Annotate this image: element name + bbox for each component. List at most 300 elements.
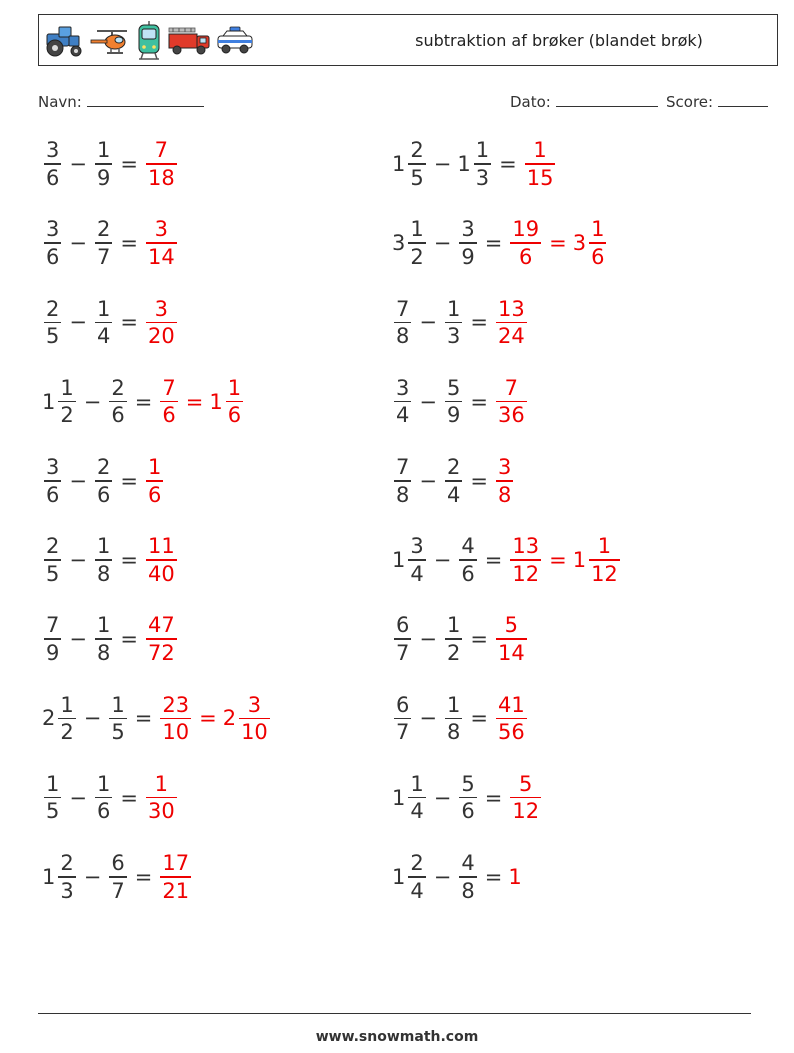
subtrahend-denominator: 4 [446,482,461,507]
equals-sign: = [120,627,138,652]
subtrahend-fraction [459,533,476,587]
minuend-denominator: 2 [60,403,74,428]
subtrahend-denominator: 2 [446,640,461,665]
answer-denominator: 15 [526,165,554,190]
answer-fraction [525,137,556,191]
problem-item [42,210,179,276]
subtrahend-fraction [95,296,112,350]
name-blank [87,92,204,107]
minuend-denominator: 6 [46,165,60,190]
minuend-numerator: 1 [60,692,74,717]
answer [144,771,179,825]
subtrahend-fraction [474,137,491,191]
answer-denominator: 72 [147,640,175,665]
minuend-whole: 1 [392,152,406,176]
problem-item [392,369,529,435]
answer [494,454,515,508]
subtrahend-numerator: 4 [461,851,475,876]
subtrahend-denominator: 6 [111,403,125,428]
subtrahend-denominator: 8 [446,720,461,745]
minuend-fraction [44,137,61,191]
minus-sign: − [69,152,87,176]
answer-denominator: 30 [147,799,175,824]
answer-denominator: 14 [147,244,175,269]
answer-mixed-numerator: 1 [591,217,605,242]
minus-sign: − [69,548,87,572]
subtrahend-fraction [445,296,462,350]
minuend-denominator: 7 [396,640,410,665]
answer-whole: 1 [508,864,522,889]
minuend-denominator: 8 [396,482,410,507]
minuend-whole: 1 [392,785,406,810]
answer [494,375,529,429]
answer-numerator: 17 [162,851,190,876]
answer-mixed-fraction [589,216,606,270]
problem-item [42,369,245,435]
subtrahend-numerator: 1 [111,692,125,717]
answer [144,216,179,270]
subtrahend-numerator: 5 [446,375,461,400]
subtrahend-numerator: 1 [446,296,461,321]
date-label: Dato: [510,93,551,111]
answer-mixed-denominator: 6 [227,403,242,428]
minus-sign: − [69,468,87,493]
subtrahend-whole: 1 [457,152,471,176]
footer-divider [38,1013,751,1014]
answer-equals-sign: = [199,706,217,731]
minuend-whole: 1 [42,389,56,414]
minuend-denominator: 5 [46,561,60,586]
subtrahend-numerator: 2 [96,455,111,480]
minuend-fraction [394,375,411,429]
answer-mixed-denominator: 6 [591,244,605,269]
problem-item [392,765,543,831]
answer-fraction [146,137,177,191]
answer-fraction [496,375,527,429]
minuend-fraction [44,771,61,825]
problem-item [42,527,179,593]
minuend-numerator: 7 [46,613,60,638]
answer-mixed-whole: 1 [572,548,587,572]
answer-equals-sign: = [549,548,567,572]
subtrahend-numerator: 1 [96,534,111,559]
minuend-fraction [58,692,75,746]
minuend-fraction [44,216,61,270]
minuend-denominator: 5 [46,324,60,349]
minuend-denominator: 4 [410,878,424,903]
problem-item [392,844,523,910]
equals-sign: = [470,389,488,414]
subtrahend-numerator: 1 [96,296,111,321]
subtrahend-denominator: 8 [96,561,111,586]
equals-sign: = [120,152,138,176]
minuend-numerator: 2 [410,138,424,163]
answer-mixed-whole: 2 [222,706,237,731]
answer [144,137,179,191]
minuend-denominator: 4 [396,403,410,428]
minuend-whole: 1 [392,548,406,572]
minus-sign: − [83,706,102,731]
minus-sign: − [419,627,437,652]
subtrahend-fraction [95,612,112,666]
subtrahend-fraction [109,375,126,429]
minuend-numerator: 1 [410,771,424,796]
answer-numerator: 7 [504,375,519,400]
answer-denominator: 36 [497,403,525,428]
minuend-numerator: 3 [46,138,60,163]
answer-equals-sign: = [549,231,567,256]
answer-fraction [146,216,177,270]
answer [144,533,179,587]
subtrahend-fraction [445,454,462,508]
subtrahend-fraction [95,454,112,508]
answer-numerator: 13 [497,296,525,321]
answer-denominator: 10 [162,720,190,745]
minus-sign: − [419,706,437,731]
problem-item [42,844,193,910]
minuend-whole: 1 [392,864,406,889]
problem-item [392,210,608,276]
worksheet-title: subtraktion af brøker (blandet brøk) [415,31,703,50]
answer-numerator: 7 [154,138,169,163]
answer-fraction [160,692,191,746]
answer-fraction [160,375,177,429]
subtrahend-denominator: 9 [96,165,111,190]
answer [158,850,193,904]
subtrahend-fraction [95,533,112,587]
answer [508,533,621,587]
answer-fraction [160,850,191,904]
subtrahend-numerator: 1 [475,138,490,163]
subtrahend-denominator: 6 [461,561,475,586]
minus-sign: − [69,231,87,256]
minuend-numerator: 6 [396,613,410,638]
answer [144,296,179,350]
equals-sign: = [134,389,153,414]
minuend-denominator: 5 [410,165,424,190]
name-field [38,92,204,111]
minuend-whole: 2 [42,706,56,731]
answer-numerator: 23 [162,692,190,717]
subtrahend-denominator: 5 [111,720,125,745]
equals-sign: = [120,468,138,493]
equals-sign: = [120,231,138,256]
answer-fraction [146,296,177,350]
answer-numerator: 47 [147,613,175,638]
answer-fraction [510,771,541,825]
answer-denominator: 6 [162,403,176,428]
answer-denominator: 56 [497,720,525,745]
subtrahend-fraction [109,850,126,904]
equals-sign: = [120,785,138,810]
answer-mixed-numerator: 3 [247,692,262,717]
answer-numerator: 11 [147,534,175,559]
equals-sign: = [470,468,488,493]
minuend-numerator: 2 [46,534,60,559]
answer-denominator: 18 [147,165,175,190]
equals-sign: = [484,785,503,810]
answer-denominator: 20 [147,324,175,349]
answer-mixed-fraction [589,533,620,587]
minuend-denominator: 7 [396,720,410,745]
subtrahend-numerator: 2 [446,455,461,480]
minuend-fraction [394,296,411,350]
equals-sign: = [470,627,488,652]
minuend-numerator: 1 [46,771,60,796]
header-icons [45,21,255,61]
problem-item [392,606,529,672]
subtrahend-denominator: 6 [96,799,111,824]
minuend-denominator: 9 [46,640,60,665]
answer-denominator: 24 [497,324,525,349]
subtrahend-numerator: 2 [111,375,125,400]
minuend-denominator: 4 [410,561,424,586]
answer-mixed-fraction [226,375,243,429]
answer-fraction [510,533,541,587]
minuend-numerator: 2 [46,296,60,321]
answer [508,865,522,889]
police-car-icon [215,24,255,58]
minus-sign: − [69,785,87,810]
footer-url: www.snowmath.com [315,1029,479,1045]
minus-sign: − [69,310,87,335]
subtrahend-numerator: 1 [96,771,111,796]
problem-item [392,131,557,197]
date-blank [556,92,658,107]
minus-sign: − [83,864,102,889]
answer-numerator: 7 [162,375,176,400]
worksheet-header [38,14,778,66]
score-label: Score: [666,93,714,111]
subtrahend-numerator: 5 [461,771,475,796]
answer [144,612,179,666]
answer-denominator: 8 [497,482,512,507]
answer-fraction [146,771,177,825]
minuend-denominator: 5 [46,799,60,824]
equals-sign: = [470,310,488,335]
subtrahend-numerator: 6 [111,851,125,876]
minuend-denominator: 2 [60,720,74,745]
minuend-fraction [58,850,75,904]
answer-numerator: 3 [154,296,169,321]
answer-denominator: 14 [497,640,525,665]
subtrahend-denominator: 3 [475,165,490,190]
minuend-fraction [408,850,425,904]
answer-mixed-denominator: 10 [241,720,268,745]
equals-sign: = [484,548,503,572]
answer-numerator: 1 [147,455,162,480]
answer [144,454,165,508]
answer-mixed-whole: 1 [209,389,223,414]
equals-sign: = [120,310,138,335]
subtrahend-fraction [95,216,112,270]
minus-sign: − [433,548,452,572]
answer [494,612,529,666]
minuend-numerator: 1 [60,375,74,400]
minuend-fraction [408,771,425,825]
subtrahend-denominator: 7 [111,878,125,903]
helicopter-icon [89,24,131,58]
answer [494,692,529,746]
equals-sign: = [134,706,153,731]
score-field [666,92,768,111]
minuend-numerator: 3 [46,455,60,480]
minuend-numerator: 3 [46,217,60,242]
minuend-fraction [58,375,75,429]
subtrahend-denominator: 6 [461,799,475,824]
answer [494,296,529,350]
minuend-fraction [408,216,425,270]
answer-fraction [146,612,177,666]
answer-numerator: 41 [497,692,525,717]
minus-sign: − [433,785,452,810]
problem-item [42,131,179,197]
subtrahend-fraction [95,771,112,825]
problem-item [42,289,179,355]
minuend-whole: 1 [42,864,56,889]
minus-sign: − [419,310,437,335]
answer-equals-sign: = [185,389,204,414]
minuend-numerator: 7 [396,455,410,480]
minus-sign: − [433,152,452,176]
minus-sign: − [433,864,452,889]
answer-fraction [496,454,513,508]
minuend-numerator: 2 [410,851,424,876]
equals-sign: = [120,548,138,572]
minuend-denominator: 6 [46,244,60,269]
equals-sign: = [499,152,517,176]
minuend-numerator: 2 [60,851,74,876]
fire-truck-icon [167,24,211,58]
minuend-fraction [394,454,411,508]
name-label: Navn: [38,93,82,111]
subtrahend-numerator: 4 [461,534,475,559]
equals-sign: = [470,706,488,731]
subtrahend-numerator: 3 [461,217,475,242]
minuend-denominator: 2 [410,244,424,269]
answer-mixed-whole: 3 [572,231,587,256]
problem-item [42,448,165,514]
subtrahend-denominator: 6 [96,482,111,507]
subtrahend-denominator: 7 [96,244,111,269]
answer-numerator: 1 [533,138,547,163]
answer-fraction [496,296,527,350]
answer-numerator: 3 [497,455,512,480]
answer [508,216,608,270]
answer-numerator: 5 [519,771,533,796]
answer-numerator: 13 [512,534,540,559]
subtrahend-denominator: 4 [96,324,111,349]
answer-fraction [146,454,163,508]
problem-item [392,527,622,593]
subtrahend-fraction [459,850,476,904]
minus-sign: − [433,231,452,256]
subtrahend-denominator: 9 [461,244,475,269]
date-field [510,92,658,111]
answer-denominator: 12 [512,799,540,824]
answer-fraction [496,612,527,666]
answer-numerator: 3 [154,217,169,242]
minus-sign: − [419,389,437,414]
subtrahend-fraction [459,216,476,270]
subtrahend-fraction [109,692,126,746]
minuend-fraction [44,612,61,666]
answer [158,692,271,746]
minus-sign: − [419,468,437,493]
subtrahend-fraction [445,375,462,429]
answer-mixed-numerator: 1 [597,534,612,559]
tram-icon [135,21,163,61]
answer-denominator: 12 [512,561,540,586]
answer-numerator: 19 [512,217,540,242]
minuend-numerator: 3 [410,534,424,559]
subtrahend-fraction [459,771,476,825]
answer-mixed-denominator: 12 [591,561,618,586]
subtrahend-numerator: 1 [446,692,461,717]
minuend-numerator: 1 [410,217,424,242]
subtrahend-numerator: 1 [96,613,111,638]
subtrahend-denominator: 8 [461,878,475,903]
answer [158,375,245,429]
minus-sign: − [69,627,87,652]
subtrahend-denominator: 8 [96,640,111,665]
equals-sign: = [484,864,503,889]
answer-denominator: 6 [519,244,533,269]
subtrahend-numerator: 1 [96,138,111,163]
answer-fraction [146,533,177,587]
answer-denominator: 6 [147,482,162,507]
answer [508,771,543,825]
minuend-whole: 3 [392,231,406,256]
problem-item [42,685,272,751]
answer-numerator: 1 [154,771,169,796]
answer-mixed-fraction [239,692,270,746]
subtrahend-fraction [95,137,112,191]
subtrahend-numerator: 1 [446,613,461,638]
answer-denominator: 21 [162,878,190,903]
subtrahend-numerator: 2 [96,217,111,242]
minuend-fraction [44,533,61,587]
answer-numerator: 5 [504,613,519,638]
answer-mixed-numerator: 1 [227,375,242,400]
problem-item [392,685,529,751]
problem-item [42,606,179,672]
minuend-fraction [394,612,411,666]
subtrahend-fraction [445,612,462,666]
minuend-fraction [408,137,425,191]
subtrahend-denominator: 3 [446,324,461,349]
problem-item [42,765,179,831]
minuend-denominator: 3 [60,878,74,903]
minuend-fraction [394,692,411,746]
answer [523,137,558,191]
equals-sign: = [484,231,503,256]
minuend-fraction [44,454,61,508]
subtrahend-fraction [445,692,462,746]
minuend-numerator: 7 [396,296,410,321]
problem-item [392,448,515,514]
answer-fraction [510,216,541,270]
minuend-fraction [408,533,425,587]
minus-sign: − [83,389,102,414]
minuend-denominator: 4 [410,799,424,824]
minuend-denominator: 8 [396,324,410,349]
minuend-fraction [44,296,61,350]
minuend-denominator: 6 [46,482,60,507]
minuend-numerator: 3 [396,375,410,400]
tractor-icon [45,24,85,58]
equals-sign: = [134,864,153,889]
